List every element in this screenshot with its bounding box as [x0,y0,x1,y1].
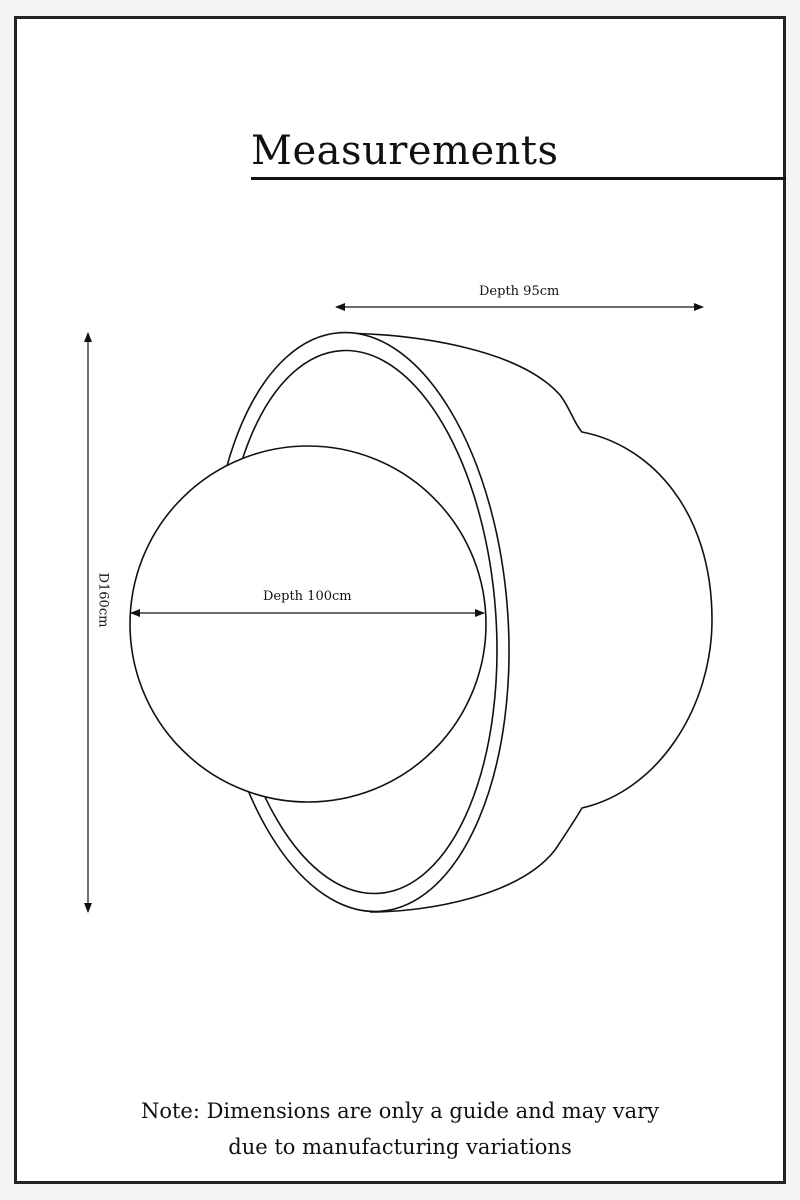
inner-depth-label: Depth 100cm [263,589,352,604]
note-line-2: due to manufacturing variations [228,1135,572,1159]
disclaimer-note [0,1093,800,1165]
note-line-1: Note: Dimensions are only a guide and may vary [140,1099,660,1123]
chair-cushion [130,446,486,802]
top-depth-label: Depth 95cm [479,284,560,299]
page-title: Measurements [251,128,559,174]
height-label: D160cm [95,572,111,628]
